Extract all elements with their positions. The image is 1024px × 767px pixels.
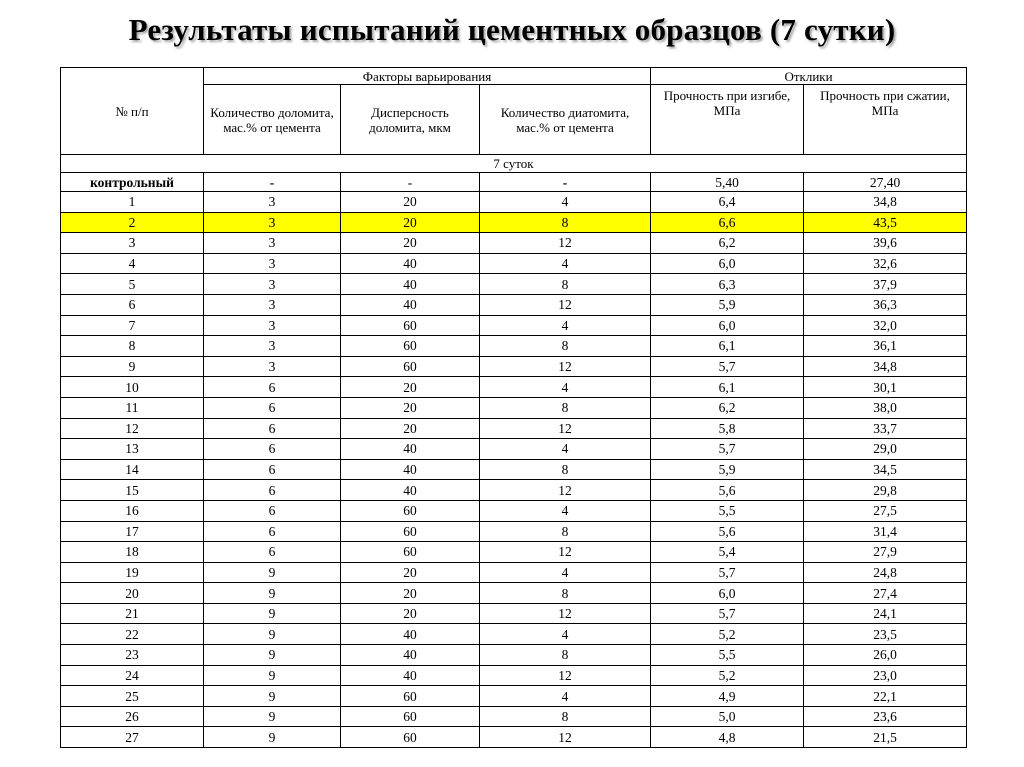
table-row <box>61 645 967 666</box>
cell-dolomite: 9 <box>204 562 341 583</box>
cell-bending: 6,3 <box>651 274 804 295</box>
table-row <box>61 439 967 460</box>
cell-dolomite: 3 <box>204 294 341 315</box>
cell-dolomite: 3 <box>204 356 341 377</box>
cell-compression: 39,6 <box>804 233 967 254</box>
table-row <box>61 377 967 398</box>
cell-compression: 21,5 <box>804 727 967 748</box>
cell-dolomite: 3 <box>204 192 341 213</box>
cell-compression: 31,4 <box>804 521 967 542</box>
cell-dolomite: 9 <box>204 603 341 624</box>
table-row <box>61 480 967 501</box>
cell-bending: 4,8 <box>651 727 804 748</box>
cell-compression: 34,8 <box>804 356 967 377</box>
cell-diatomite: 8 <box>480 397 651 418</box>
cell-dolomite: 3 <box>204 233 341 254</box>
cell-bending: 6,0 <box>651 253 804 274</box>
cell-dolomite: 6 <box>204 521 341 542</box>
cell-diatomite: 4 <box>480 377 651 398</box>
cell-diatomite: 4 <box>480 315 651 336</box>
cell-dolomite: 9 <box>204 645 341 666</box>
cell-num: 22 <box>61 624 204 645</box>
cell-dispersion: 40 <box>341 439 480 460</box>
cell-compression: 27,4 <box>804 583 967 604</box>
cell-bending: 5,4 <box>651 542 804 563</box>
cell-num: 8 <box>61 336 204 357</box>
cell-bending: 6,6 <box>651 212 804 233</box>
cell-diatomite: 12 <box>480 356 651 377</box>
cell-bending: 5,5 <box>651 645 804 666</box>
table-row <box>61 706 967 727</box>
cell-bending: 5,7 <box>651 439 804 460</box>
cell-diatomite: 4 <box>480 624 651 645</box>
cell-dispersion: 60 <box>341 686 480 707</box>
cell-num: 13 <box>61 439 204 460</box>
cell-compression: 29,8 <box>804 480 967 501</box>
cell-num: 27 <box>61 727 204 748</box>
table-row <box>61 459 967 480</box>
cell-diatomite: 4 <box>480 253 651 274</box>
cell-diatomite: 4 <box>480 686 651 707</box>
cell-dolomite: 9 <box>204 583 341 604</box>
cell-diatomite: 12 <box>480 294 651 315</box>
cell-compression: 27,9 <box>804 542 967 563</box>
cell-compression: 27,5 <box>804 500 967 521</box>
cell-bending: 6,2 <box>651 397 804 418</box>
table-row <box>61 562 967 583</box>
cell-compression: 34,8 <box>804 192 967 213</box>
cell-dolomite: 9 <box>204 686 341 707</box>
cell-dispersion: 20 <box>341 397 480 418</box>
cell-num: 3 <box>61 233 204 254</box>
cell-num: 14 <box>61 459 204 480</box>
cell-bending: 5,0 <box>651 706 804 727</box>
cell-num: 17 <box>61 521 204 542</box>
cell-bending: 5,5 <box>651 500 804 521</box>
cell-dolomite: 3 <box>204 274 341 295</box>
control-row <box>61 173 967 192</box>
cell-bending: 5,9 <box>651 294 804 315</box>
cell-diatomite: 4 <box>480 500 651 521</box>
cell-bending: 5,2 <box>651 624 804 645</box>
table-row <box>61 418 967 439</box>
cell-dispersion: 60 <box>341 315 480 336</box>
cell-dispersion: 40 <box>341 253 480 274</box>
cell-dolomite: 6 <box>204 542 341 563</box>
cell-num: 10 <box>61 377 204 398</box>
header-num: № п/п <box>61 68 204 155</box>
cell-bending: 5,7 <box>651 356 804 377</box>
cell-compression: 36,3 <box>804 294 967 315</box>
header-responses-group: Отклики <box>651 68 967 85</box>
cell-diatomite: 8 <box>480 583 651 604</box>
cell-dolomite: 3 <box>204 212 341 233</box>
table-row <box>61 521 967 542</box>
cell-dispersion: 60 <box>341 521 480 542</box>
table-row <box>61 336 967 357</box>
cell-diatomite: 8 <box>480 336 651 357</box>
cell-compression: 24,8 <box>804 562 967 583</box>
cell-compression: 26,0 <box>804 645 967 666</box>
cell-diatomite: 12 <box>480 603 651 624</box>
cell-dispersion: 40 <box>341 645 480 666</box>
cell-compression: 37,9 <box>804 274 967 295</box>
table-row <box>61 603 967 624</box>
cell-dolomite: 6 <box>204 459 341 480</box>
cell-dolomite: 3 <box>204 253 341 274</box>
cell-dispersion: 20 <box>341 212 480 233</box>
cell-compression: 36,1 <box>804 336 967 357</box>
cell-dolomite: 9 <box>204 706 341 727</box>
table-row <box>61 192 967 213</box>
cell-dispersion: 20 <box>341 377 480 398</box>
cell-num: 20 <box>61 583 204 604</box>
cell-diatomite: 12 <box>480 233 651 254</box>
cell-dispersion: 40 <box>341 480 480 501</box>
cell-dolomite: 3 <box>204 336 341 357</box>
cell-bending: 5,2 <box>651 665 804 686</box>
cell-dolomite: 6 <box>204 439 341 460</box>
cell-dolomite: 6 <box>204 500 341 521</box>
cell-bending: 5,9 <box>651 459 804 480</box>
cell-num: 25 <box>61 686 204 707</box>
cell-num: 23 <box>61 645 204 666</box>
cell-dispersion: 20 <box>341 418 480 439</box>
cell-diatomite: 8 <box>480 706 651 727</box>
cell-dolomite: 9 <box>204 624 341 645</box>
control-compression: 27,40 <box>804 173 967 192</box>
cell-num: 2 <box>61 212 204 233</box>
control-bending: 5,40 <box>651 173 804 192</box>
table-row <box>61 274 967 295</box>
cell-dispersion: 40 <box>341 665 480 686</box>
table-row <box>61 294 967 315</box>
table-row <box>61 686 967 707</box>
header-group-row <box>61 68 967 85</box>
cell-dolomite: 6 <box>204 418 341 439</box>
header-diatomite-amount: Количество диатомита, мас.% от цемента <box>480 85 651 155</box>
cell-num: 1 <box>61 192 204 213</box>
cell-bending: 5,6 <box>651 480 804 501</box>
control-dispersion: - <box>341 173 480 192</box>
table-row <box>61 397 967 418</box>
cell-bending: 6,1 <box>651 336 804 357</box>
section-label: 7 суток <box>61 155 967 173</box>
table-row <box>61 233 967 254</box>
cell-compression: 23,0 <box>804 665 967 686</box>
table-row <box>61 727 967 748</box>
table-row <box>61 253 967 274</box>
cell-num: 26 <box>61 706 204 727</box>
control-label: контрольный <box>61 173 204 192</box>
cell-diatomite: 8 <box>480 645 651 666</box>
cell-diatomite: 8 <box>480 459 651 480</box>
cell-diatomite: 8 <box>480 212 651 233</box>
header-dolomite-dispersion: Дисперсность доломита, мкм <box>341 85 480 155</box>
cell-compression: 23,6 <box>804 706 967 727</box>
cell-dispersion: 20 <box>341 192 480 213</box>
cell-dispersion: 20 <box>341 233 480 254</box>
cell-compression: 24,1 <box>804 603 967 624</box>
cell-dispersion: 40 <box>341 274 480 295</box>
cell-compression: 30,1 <box>804 377 967 398</box>
cell-num: 6 <box>61 294 204 315</box>
cell-compression: 34,5 <box>804 459 967 480</box>
cell-num: 16 <box>61 500 204 521</box>
cell-compression: 38,0 <box>804 397 967 418</box>
cell-dolomite: 6 <box>204 480 341 501</box>
cell-num: 21 <box>61 603 204 624</box>
cell-diatomite: 12 <box>480 727 651 748</box>
header-dolomite-amount: Количество доломита, мас.% от цемента <box>204 85 341 155</box>
table-row <box>61 212 967 233</box>
cell-num: 24 <box>61 665 204 686</box>
section-row <box>61 155 967 173</box>
cell-diatomite: 12 <box>480 665 651 686</box>
cell-diatomite: 4 <box>480 439 651 460</box>
cell-compression: 32,0 <box>804 315 967 336</box>
control-diatomite: - <box>480 173 651 192</box>
results-table <box>60 67 967 748</box>
cell-num: 18 <box>61 542 204 563</box>
cell-dispersion: 40 <box>341 294 480 315</box>
cell-compression: 32,6 <box>804 253 967 274</box>
table-row <box>61 542 967 563</box>
cell-dispersion: 60 <box>341 706 480 727</box>
cell-bending: 6,2 <box>651 233 804 254</box>
cell-dolomite: 6 <box>204 377 341 398</box>
cell-bending: 6,0 <box>651 583 804 604</box>
cell-bending: 6,1 <box>651 377 804 398</box>
cell-bending: 5,8 <box>651 418 804 439</box>
cell-diatomite: 4 <box>480 562 651 583</box>
cell-dispersion: 60 <box>341 336 480 357</box>
header-compressive-strength: Прочность при сжатии, МПа <box>804 85 967 155</box>
cell-dispersion: 60 <box>341 542 480 563</box>
cell-num: 19 <box>61 562 204 583</box>
cell-diatomite: 8 <box>480 274 651 295</box>
cell-bending: 5,7 <box>651 562 804 583</box>
cell-diatomite: 4 <box>480 192 651 213</box>
cell-compression: 29,0 <box>804 439 967 460</box>
table-row <box>61 665 967 686</box>
table-row <box>61 583 967 604</box>
cell-diatomite: 12 <box>480 542 651 563</box>
cell-diatomite: 8 <box>480 521 651 542</box>
cell-dolomite: 6 <box>204 397 341 418</box>
cell-bending: 6,4 <box>651 192 804 213</box>
header-bending-strength: Прочность при изгибе, МПа <box>651 85 804 155</box>
cell-num: 4 <box>61 253 204 274</box>
cell-diatomite: 12 <box>480 418 651 439</box>
cell-num: 5 <box>61 274 204 295</box>
cell-dispersion: 60 <box>341 727 480 748</box>
cell-bending: 6,0 <box>651 315 804 336</box>
cell-compression: 22,1 <box>804 686 967 707</box>
cell-dispersion: 40 <box>341 624 480 645</box>
table-row <box>61 315 967 336</box>
cell-num: 11 <box>61 397 204 418</box>
cell-diatomite: 12 <box>480 480 651 501</box>
slide-title: Результаты испытаний цементных образцов (7 сутки) <box>128 12 896 47</box>
cell-dispersion: 20 <box>341 562 480 583</box>
cell-num: 7 <box>61 315 204 336</box>
cell-dispersion: 60 <box>341 356 480 377</box>
cell-bending: 5,7 <box>651 603 804 624</box>
cell-dispersion: 60 <box>341 500 480 521</box>
cell-dispersion: 20 <box>341 583 480 604</box>
cell-num: 15 <box>61 480 204 501</box>
cell-compression: 43,5 <box>804 212 967 233</box>
table-row <box>61 624 967 645</box>
cell-dolomite: 9 <box>204 665 341 686</box>
cell-dispersion: 20 <box>341 603 480 624</box>
table-row <box>61 500 967 521</box>
cell-dolomite: 9 <box>204 727 341 748</box>
cell-compression: 33,7 <box>804 418 967 439</box>
cell-compression: 23,5 <box>804 624 967 645</box>
control-dolomite: - <box>204 173 341 192</box>
cell-bending: 5,6 <box>651 521 804 542</box>
cell-num: 9 <box>61 356 204 377</box>
cell-dispersion: 40 <box>341 459 480 480</box>
header-factors-group: Факторы варьирования <box>204 68 651 85</box>
cell-bending: 4,9 <box>651 686 804 707</box>
table-row <box>61 356 967 377</box>
cell-num: 12 <box>61 418 204 439</box>
cell-dolomite: 3 <box>204 315 341 336</box>
